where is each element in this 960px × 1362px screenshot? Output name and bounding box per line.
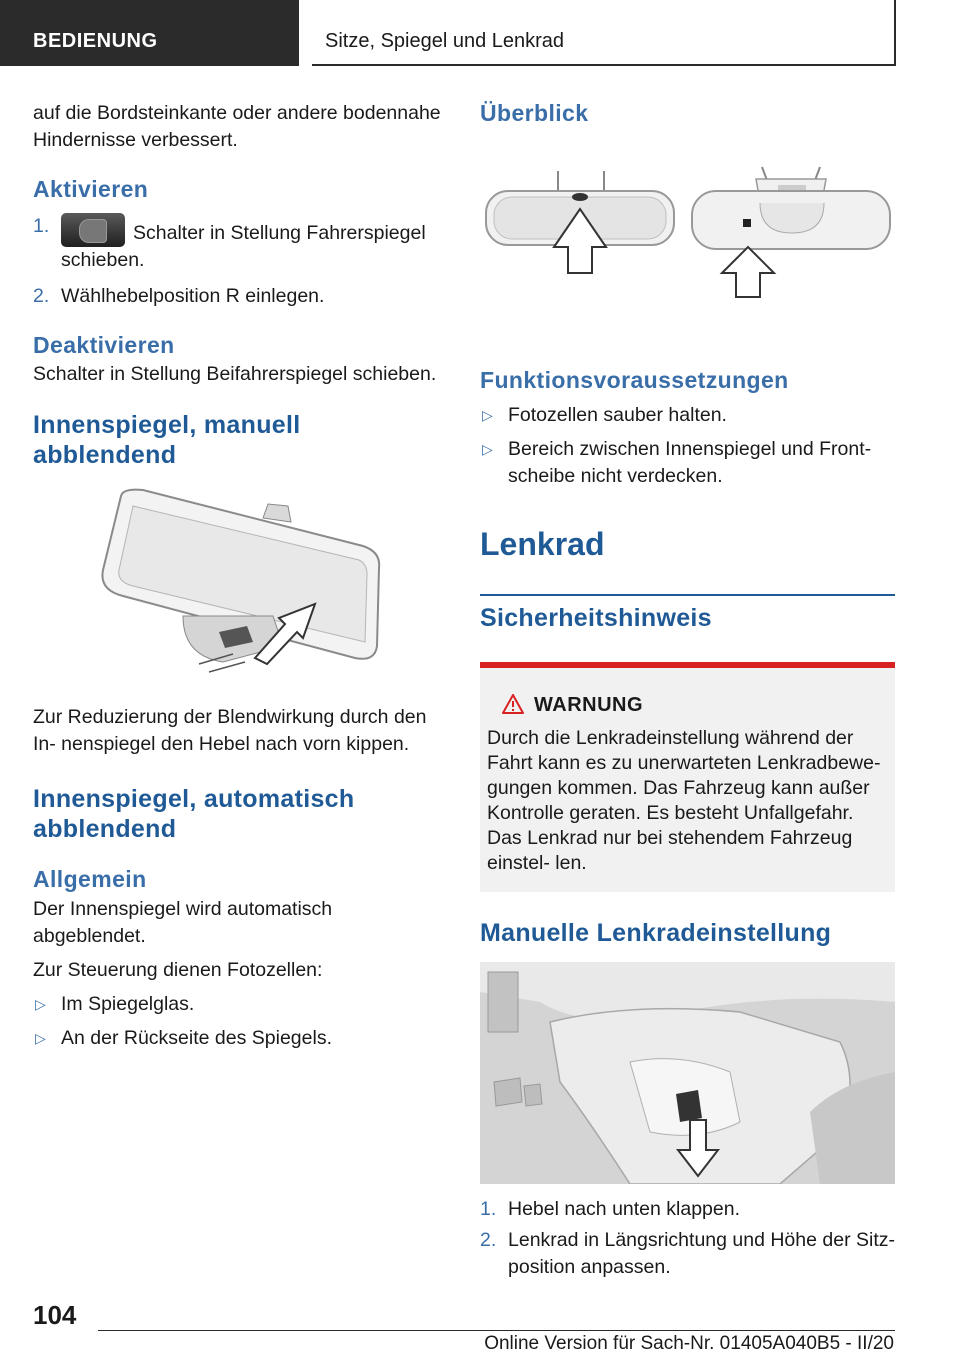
list-item: [480, 436, 895, 490]
heading-line: Innenspiegel, automatisch: [33, 785, 355, 813]
online-version-text: Online Version für Sach-Nr. 01405A040B5 - II/20: [484, 1333, 894, 1354]
step-number: 1.: [480, 1198, 497, 1220]
mirror-overview-illustration: [480, 163, 895, 313]
right-column: [480, 100, 895, 633]
page-number: 104: [33, 1300, 77, 1330]
step-number: 2.: [480, 1229, 497, 1251]
manual-mirror-illustration: [33, 486, 445, 686]
intro-text: auf die Bordsteinkante oder andere bodennahe Hindernisse verbessert.: [33, 102, 441, 151]
list-item: [480, 1196, 895, 1223]
safety-heading: Sicherheitshinweis: [480, 604, 712, 632]
step-number: 2.: [33, 285, 50, 307]
warning-text: Durch die Lenkradeinstellung während der Fahrt kann es zu unerwarteten Lenkradbewe- gungen kommen. Das Fahrzeug kann außer Kontrolle geraten. Es besteht Unfallgefahr. Das Lenkrad nur bei stehendem Fahrzeug einstel- len.: [487, 727, 881, 874]
step-text: Wählhebelposition R einlegen.: [61, 285, 325, 307]
list-item: [33, 1025, 445, 1052]
step-number: 1.: [33, 215, 50, 237]
list-item: [33, 991, 445, 1018]
overview-heading: Überblick: [480, 100, 589, 126]
manual-steering-heading: Manuelle Lenkradeinstellung: [480, 919, 832, 947]
steering-column-illustration: [480, 962, 895, 1184]
chapter-header: [312, 0, 896, 66]
heading-line: Innenspiegel, manuell: [33, 411, 301, 439]
function-heading: Funktionsvoraussetzungen: [480, 367, 789, 393]
deactivate-text: Schalter in Stellung Beifahrerspiegel schieben.: [33, 363, 437, 385]
step-text: Hebel nach unten klappen.: [508, 1198, 741, 1220]
footer-rule: [98, 1330, 895, 1331]
step-text: Lenkrad in Längsrichtung und Höhe der Sitz- position anpassen.: [508, 1229, 895, 1278]
bullet-icon: ▷: [35, 996, 46, 1012]
heading-line: abblendend: [33, 441, 177, 469]
general-heading: Allgemein: [33, 866, 147, 892]
left-column: [33, 100, 445, 1052]
bullet-text: An der Rückseite des Spiegels.: [61, 1027, 332, 1049]
general-text: Zur Steuerung dienen Fotozellen:: [33, 959, 323, 981]
deactivate-heading: Deaktivieren: [33, 332, 175, 358]
manual-steering-section: [480, 918, 895, 1281]
switch-icon: [61, 213, 125, 247]
warning-title: WARNUNG: [534, 694, 644, 716]
activate-heading: Aktivieren: [33, 176, 149, 202]
section-title: BEDIENUNG: [33, 30, 158, 52]
general-text: Der Innenspiegel wird automatisch abgeblendet.: [33, 898, 333, 947]
list-item: [480, 402, 895, 429]
warning-box: [480, 662, 895, 892]
list-item: [33, 283, 445, 310]
bullet-text: Im Spiegelglas.: [61, 993, 195, 1015]
heading-line: abblendend: [33, 815, 177, 843]
bullet-icon: ▷: [482, 441, 493, 457]
bullet-text: Bereich zwischen Innenspiegel und Front- scheibe nicht verdecken.: [508, 438, 872, 487]
auto-mirror-heading: [33, 784, 445, 844]
bullet-icon: ▷: [35, 1030, 46, 1046]
warning-title-row: [502, 694, 643, 717]
section-tab: [0, 0, 299, 66]
bullet-text: Fotozellen sauber halten.: [508, 404, 727, 426]
warning-triangle-icon: [502, 694, 524, 714]
chapter-rule: [480, 594, 895, 596]
steering-chapter-heading: Lenkrad: [480, 526, 605, 562]
bullet-icon: ▷: [482, 407, 493, 423]
list-item: [33, 213, 445, 274]
chapter-title: Sitze, Spiegel und Lenkrad: [325, 30, 565, 52]
step-text: Schalter in Stellung Fahrerspiegel schieben.: [61, 222, 426, 271]
manual-mirror-heading: [33, 410, 445, 470]
manual-mirror-text: Zur Reduzierung der Blendwirkung durch den In- nenspiegel den Hebel nach vorn kippen.: [33, 706, 427, 755]
list-item: [480, 1227, 895, 1281]
